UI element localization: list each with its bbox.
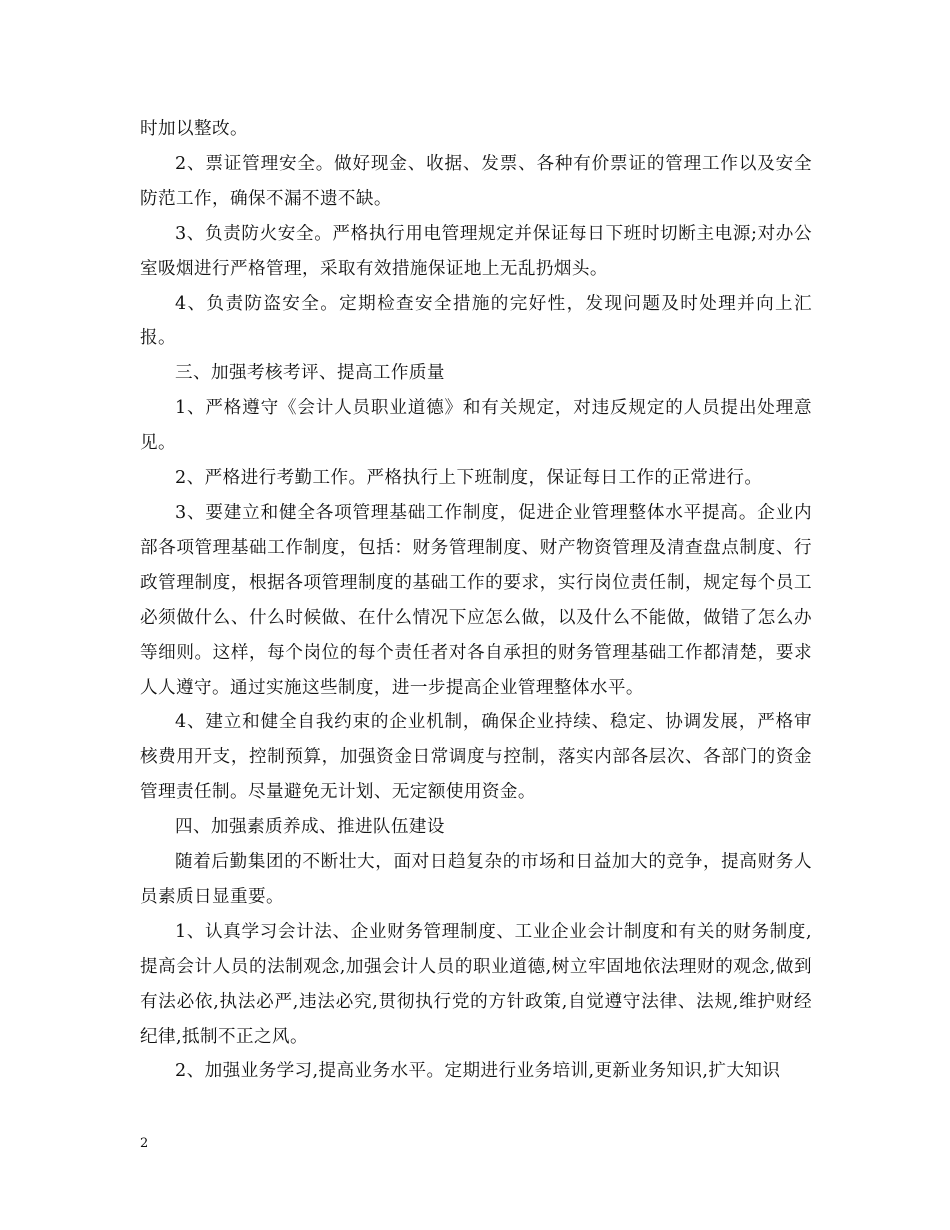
paragraph-13: 2、加强业务学习,提高业务水平。定期进行业务培训,更新业务知识,扩大知识 <box>175 1061 781 1082</box>
paragraph-7: 2、严格进行考勤工作。严格执行上下班制度，保证每日工作的正常进行。 <box>175 468 763 489</box>
paragraph-11: 随着后勤集团的不断壮大，面对日趋复杂的市场和日益加大的竞争，提高财务人员素质日显重要。 <box>140 852 812 907</box>
section-heading-3: 三、加强考核考评、提高工作质量 <box>175 363 445 384</box>
paragraph-3: 3、负责防火安全。严格执行用电管理规定并保证每日下班时切断主电源;对办公室吸烟进行严格管理，采取有效措施保证地上无乱扔烟头。 <box>140 223 812 279</box>
paragraph-12: 1、认真学习会计法、企业财务管理制度、工业企业会计制度和有关的财务制度,提高会计人员的法制观念,加强会计人员的职业道德,树立牢固地依法理财的观念,做到有法必依,执法必严,违法必究,贯彻执行党的方针政策,自觉遵守法律、法规,维护财经纪律,抵制不正之风。 <box>140 921 812 1047</box>
paragraph-8: 3、要建立和健全各项管理基础工作制度，促进企业管理整体水平提高。企业内部各项管理基础工作制度，包括：财务管理制度、财产物资管理及清查盘点制度、行政管理制度，根据各项管理制度的基础工作的要求，实行岗位责任制，规定每个员工必须做什么、什么时候做、在什么情况下应怎么做，以及什么不能做，做错了怎么办等细则。这样，每个岗位的每个责任者对各自承担的财务管理基础工作都清楚，要求人人遵守。通过实施这些制度，进一步提高企业管理整体水平。 <box>140 502 812 698</box>
document-body <box>140 112 812 1089</box>
paragraph-1: 时加以整改。 <box>140 119 248 139</box>
page-number: 2 <box>140 1136 149 1151</box>
paragraph-6: 1、严格遵守《会计人员职业道德》和有关规定，对违反规定的人员提出处理意见。 <box>140 398 812 454</box>
section-heading-4: 四、加强素质养成、推进队伍建设 <box>175 817 445 838</box>
paragraph-2: 2、票证管理安全。做好现金、收据、发票、各种有价票证的管理工作以及安全防范工作，确保不漏不遗不缺。 <box>140 153 812 209</box>
paragraph-9: 4、建立和健全自我约束的企业机制，确保企业持续、稳定、协调发展，严格审核费用开支，控制预算，加强资金日常调度与控制，落实内部各层次、各部门的资金管理责任制。尽量避免无计划、无定额使用资金。 <box>140 712 812 803</box>
paragraph-4: 4、负责防盗安全。定期检查安全措施的完好性，发现问题及时处理并向上汇报。 <box>140 293 812 349</box>
